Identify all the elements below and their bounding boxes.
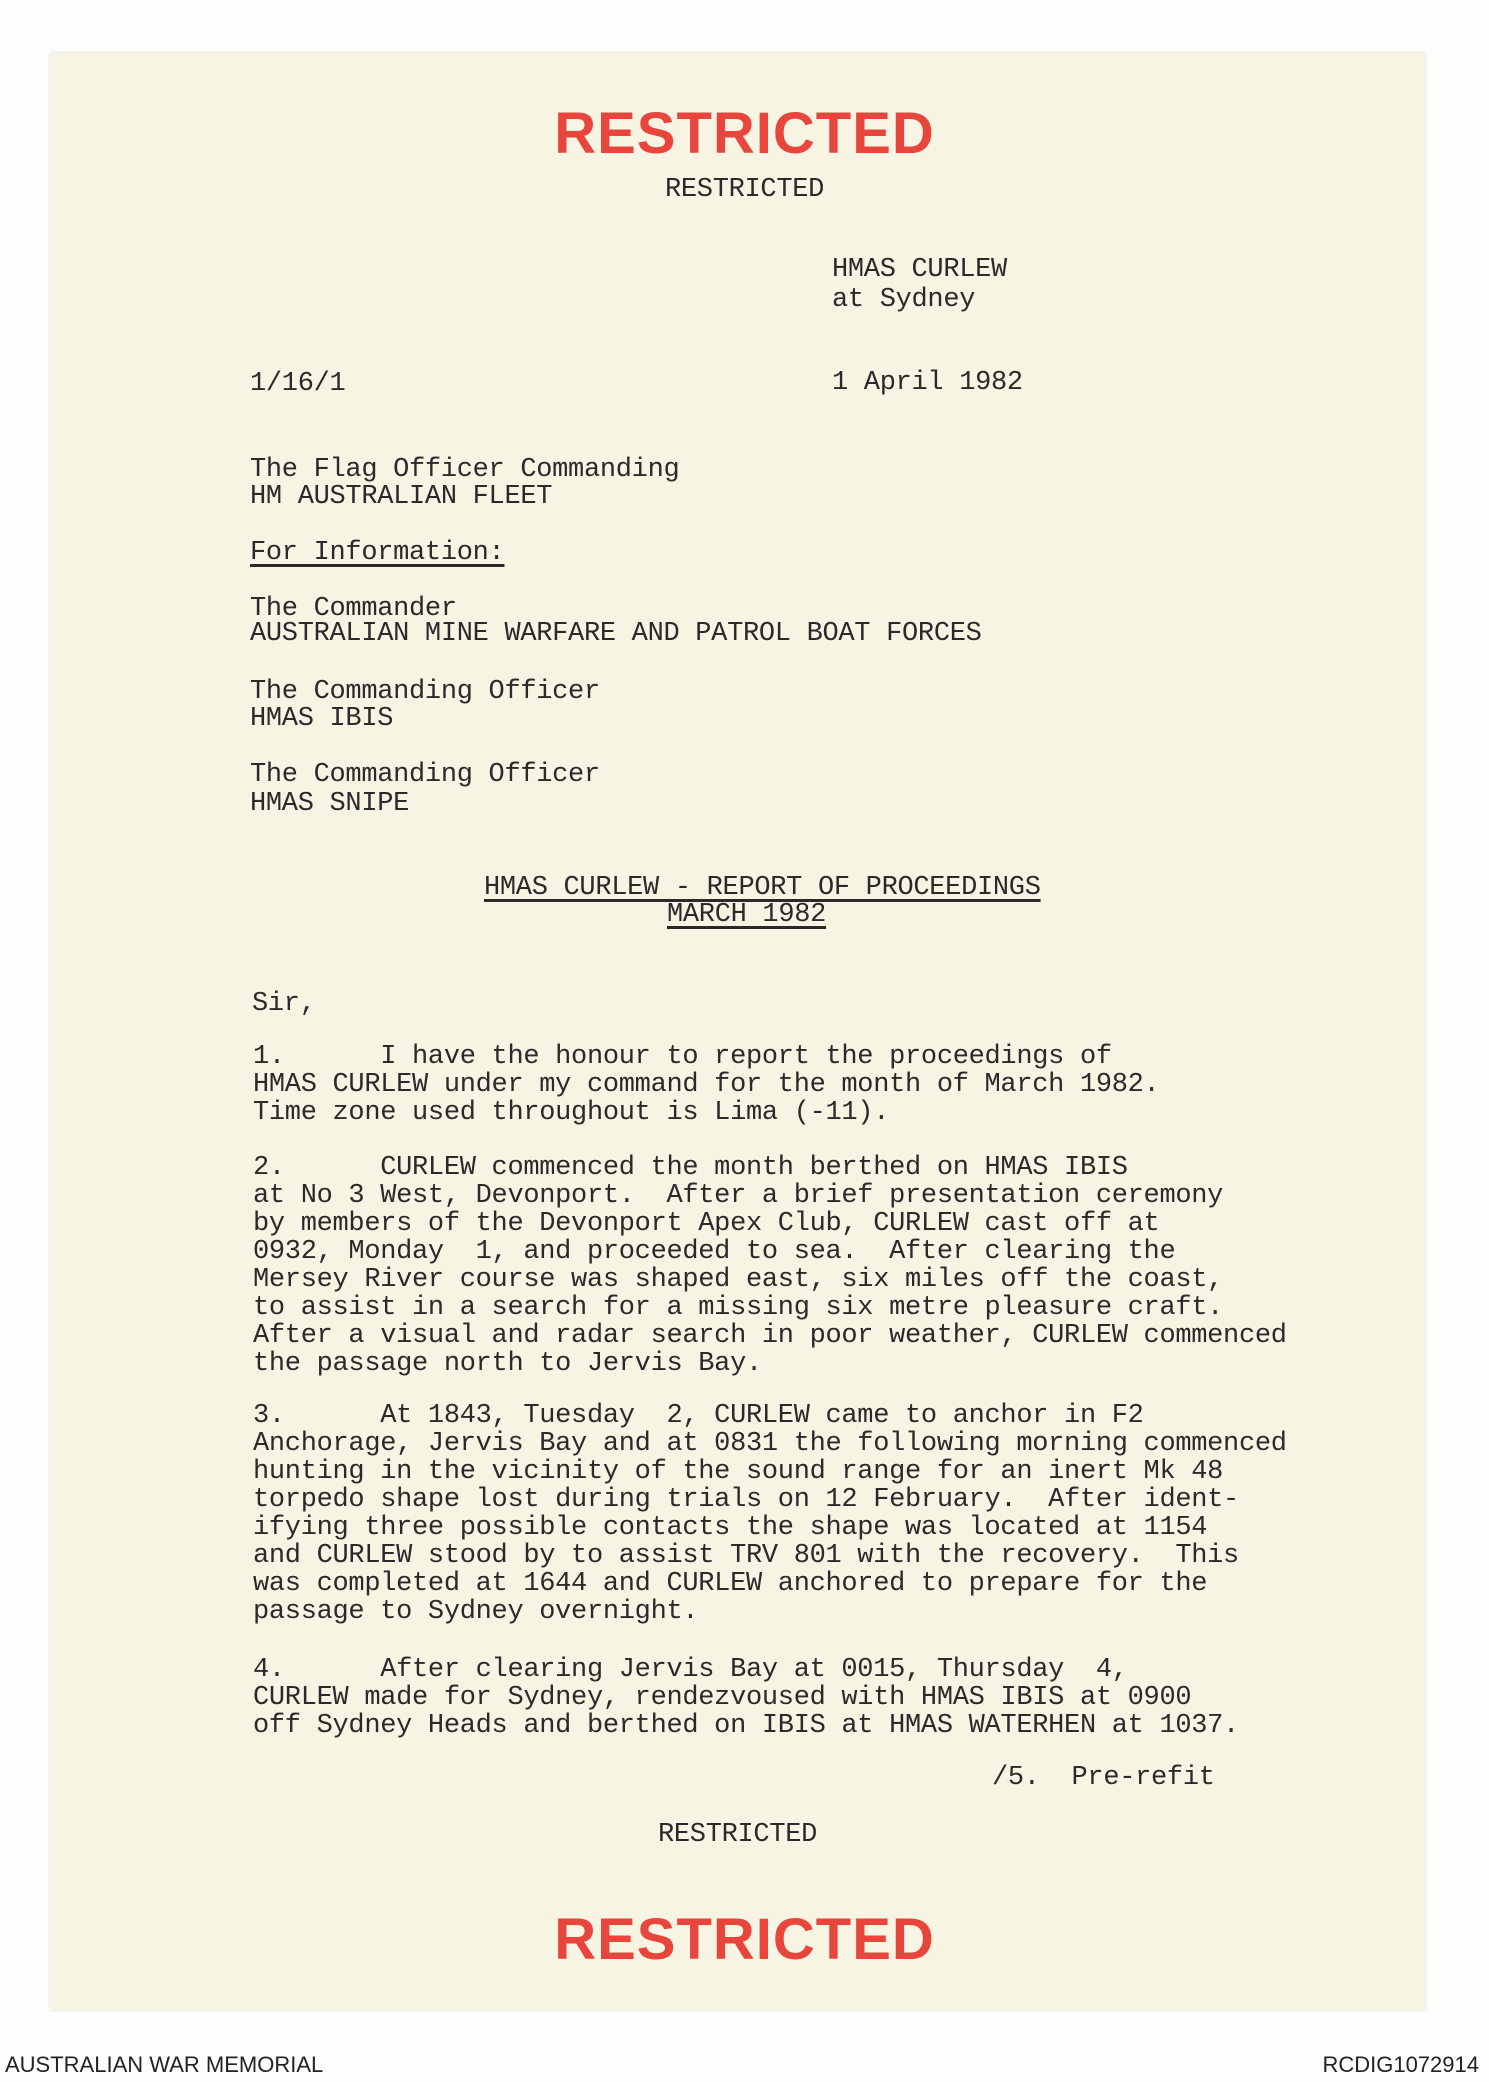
report-subtitle: MARCH 1982 xyxy=(667,900,827,930)
footer-record-id: RCDIG1072914 xyxy=(1322,2052,1479,2077)
classification-bottom: RESTRICTED xyxy=(658,1820,818,1850)
addressee-line: HM AUSTRALIAN FLEET xyxy=(250,482,553,512)
restricted-stamp-bottom: RESTRICTED xyxy=(554,1907,935,1972)
for-information-heading: For Information: xyxy=(250,538,505,568)
sender-location: at Sydney xyxy=(832,285,976,315)
info-addressee: The Commander xyxy=(250,594,457,624)
file-reference: 1/16/1 xyxy=(250,369,346,399)
info-addressee: The Commanding Officer xyxy=(250,760,600,790)
salutation: Sir, xyxy=(252,989,316,1019)
info-addressee: HMAS IBIS xyxy=(250,704,394,734)
footer-archive-name: AUSTRALIAN WAR MEMORIAL xyxy=(5,2052,324,2077)
letter-date: 1 April 1982 xyxy=(832,368,1023,398)
paragraph-3: 3. At 1843, Tuesday 2, CURLEW came to anchor in F2 Anchorage, Jervis Bay and at 0831 the following morning commenced hunting in the vicinity of the sound range for an inert Mk 48 torpedo shape lost during trials on 12 February. After ident- ifying three possible contacts the shape was located at 1154 and CURLEW stood by to assist TRV 801 with the recovery. This was completed at 1644 and CURLEW anchored to prepare for the passage to Sydney overnight. xyxy=(253,1401,1287,1627)
info-addressee: AUSTRALIAN MINE WARFARE AND PATROL BOAT FORCES xyxy=(250,619,982,649)
restricted-stamp-top: RESTRICTED xyxy=(554,101,935,166)
sender-ship: HMAS CURLEW xyxy=(832,255,1007,285)
continuation-note: /5. Pre-refit xyxy=(992,1763,1215,1793)
addressee-line: The Flag Officer Commanding xyxy=(250,455,680,485)
report-title: HMAS CURLEW - REPORT OF PROCEEDINGS xyxy=(484,873,1041,903)
info-addressee: HMAS SNIPE xyxy=(250,789,410,819)
classification-top: RESTRICTED xyxy=(665,175,825,205)
paragraph-2: 2. CURLEW commenced the month berthed on HMAS IBIS at No 3 West, Devonport. After a brief presentation ceremony by members of the Devonport Apex Club, CURLEW cast off at 0932, Monday 1, and proceeded to sea. After clearing the Mersey River course was shaped east, six miles off the coast, to assist in a search for a missing six metre pleasure craft. After a visual and radar search in poor weather, CURLEW commenced the passage north to Jervis Bay. xyxy=(253,1153,1287,1379)
paragraph-1: 1. I have the honour to report the proceedings of HMAS CURLEW under my command for the month of March 1982. Time zone used throughout is Lima (-11). xyxy=(253,1042,1160,1128)
paragraph-4: 4. After clearing Jervis Bay at 0015, Thursday 4, CURLEW made for Sydney, rendezvoused with HMAS IBIS at 0900 off Sydney Heads and berthed on IBIS at HMAS WATERHEN at 1037. xyxy=(253,1655,1239,1741)
info-addressee: The Commanding Officer xyxy=(250,677,600,707)
